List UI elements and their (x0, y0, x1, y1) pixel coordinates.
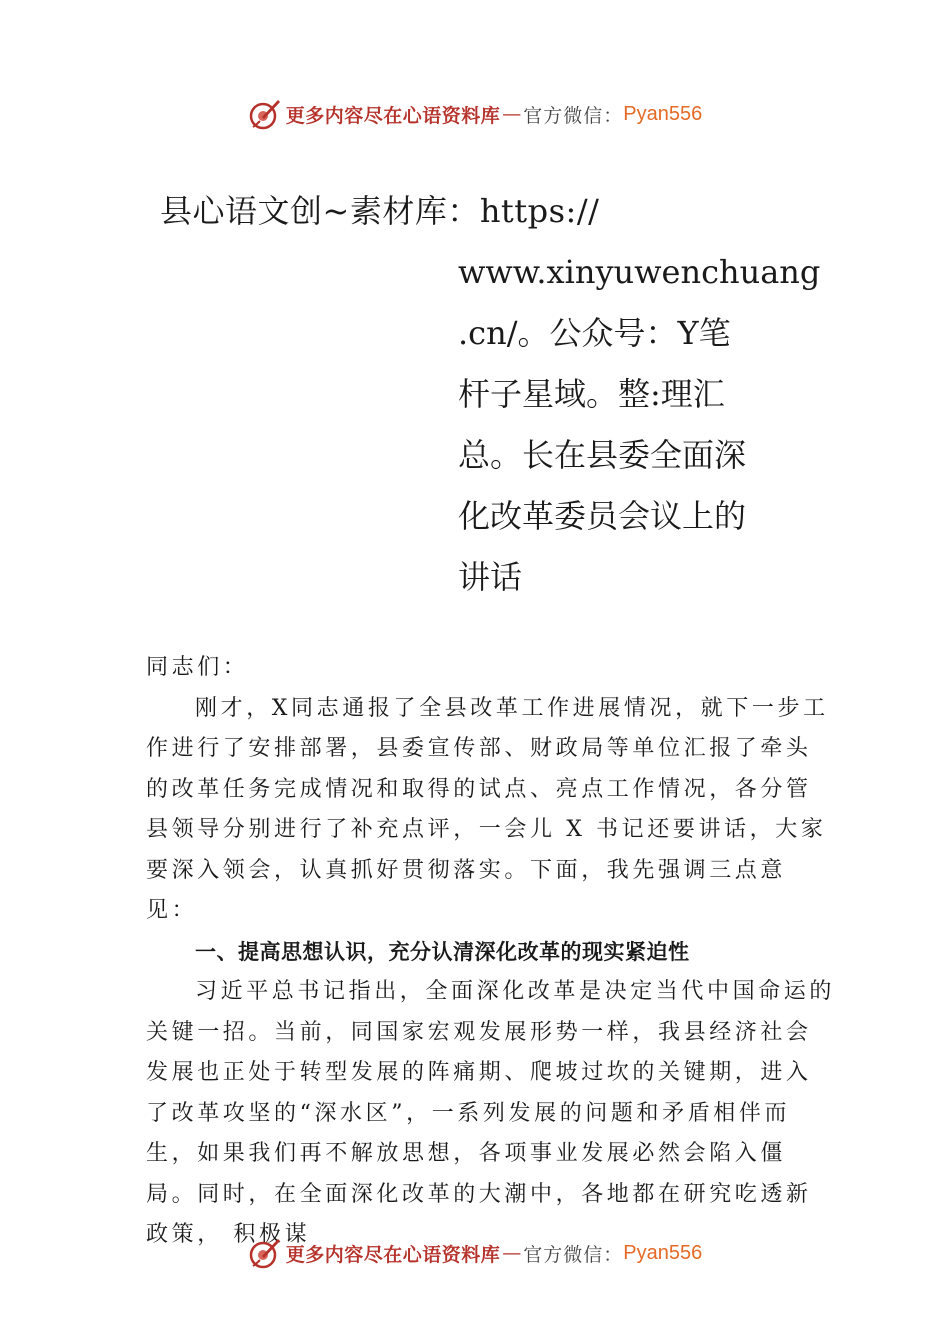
title-line: 总。长在县委全面深 (458, 436, 747, 474)
title-line: 杆子星域。整:理汇 (458, 375, 725, 413)
paragraph-section-1: 习近平总书记指出，全面深化改革是决定当代中国命运的关键一招。当前，同国家宏观发展形势一样，我县经济社会发展也正处于转型发展的阵痛期、爬坡过坎的关键期，进入了改革攻坚的“深水区”，一系列发展的问题和矛盾相伴而生，如果我们再不解放思想，各项事业发展必然会陷入僵局。同时，在全面深化改革的大潮中，各地都在研究吃透新政策， 积极谋 (146, 979, 836, 1247)
banner-dash: — (502, 1242, 522, 1264)
title-line: www.xinyuwenchuang (458, 253, 821, 291)
banner-wechat-label: 官方微信： (523, 104, 624, 127)
paragraph-intro: 刚才，X同志通报了全县改革工作进展情况，就下一步工作进行了安排部署，县委宣传部、财政局等单位汇报了牵头的改革任务完成情况和取得的试点、亮点工作情况，各分管县领导分别进行了补充点评，一会儿 X 书记还要讲话，大家要深入领会，认真抓好贯彻落实。下面，我先强调三点意见： (146, 695, 829, 923)
document-title-continuation (458, 242, 821, 608)
document-title-first-line: 县心语文创~素材库：https:// (160, 192, 600, 230)
document-body (146, 648, 836, 1256)
banner-wechat-id: Pyan556 (623, 102, 703, 125)
title-line: 化改革委员会议上的 (458, 497, 747, 535)
title-line: .cn/。公众号：Y笔 (458, 314, 731, 352)
title-line: 讲话 (458, 558, 523, 596)
footer-banner (0, 1235, 950, 1271)
banner-brand: 更多内容尽在心语资料库 (285, 1243, 501, 1266)
banner-wechat-label: 官方微信： (523, 1243, 624, 1266)
header-banner (0, 96, 950, 132)
banner-dash: — (502, 103, 522, 125)
salutation: 同志们： (146, 655, 249, 680)
banner-brand: 更多内容尽在心语资料库 (285, 104, 501, 127)
banner-wechat-id: Pyan556 (623, 1241, 703, 1264)
pen-logo-icon (248, 1236, 282, 1270)
section-heading-1: 一、提高思想认识，充分认清深化改革的现实紧迫性 (195, 939, 690, 964)
pen-logo-icon (248, 97, 282, 131)
